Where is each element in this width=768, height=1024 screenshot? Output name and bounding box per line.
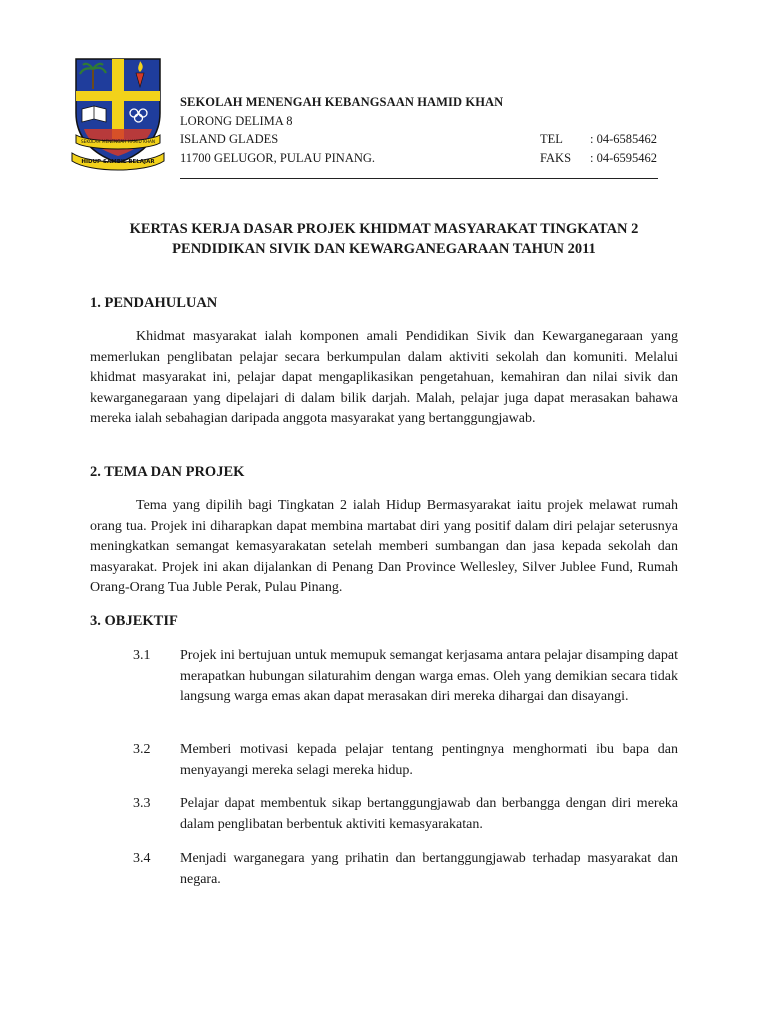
letterhead-divider [180, 178, 658, 179]
section-heading-objektif: 3. OBJEKTIF [90, 613, 178, 629]
crest-motto: HIDUP SAMBIL BELAJAR [81, 159, 155, 165]
fax-number: : 04-6595462 [590, 150, 658, 165]
fax-label: FAKS [540, 150, 572, 165]
letterhead [180, 93, 660, 167]
address-line-2: ISLAND GLADES [180, 132, 279, 146]
objective-text: Pelajar dapat membentuk sikap bertanggungjawab dan berbangga dengan diri mereka dalam penglibatan berbentuk aktiviti kemasyarakatan. [180, 796, 678, 832]
objective-text: Projek ini bertujuan untuk memupuk semangat kerjasama antara pelajar disamping dapat merapatkan hubungan silaturahim dengan warga emas. Oleh yang demikian secara tidak langsung warga emas akan dapat merasakan diri mereka dihargai dan disayangi. [180, 648, 678, 705]
section-body-tema-dan-projek: Tema yang dipilih bagi Tingkatan 2 ialah Hidup Bermasyarakat iaitu projek melawat rumah orang tua. Projek ini diharapkan dapat membina martabat diri yang positif dalam diri pelajar seterusnya meningkatkan semangat kemasyarakatan setelah memberi sumbangan dan jasa kepada sekolah dan masyarakat. Projek ini akan dijalankan di Penang Dan Province Wellesley, Silver Jublee Fund, Rumah Orang-Orang Tua Juble Perak, Pulau Pinang. [90, 498, 678, 596]
title-line-2: PENDIDIKAN SIVIK DAN KEWARGANEGARAAN TAHUN 2011 [172, 241, 596, 257]
objective-number: 3.4 [133, 851, 151, 866]
tel-label: TEL [540, 132, 563, 146]
section-heading-pendahuluan: 1. PENDAHULUAN [90, 295, 218, 311]
objective-number: 3.2 [133, 742, 151, 757]
objective-number: 3.1 [133, 648, 151, 663]
tel-contact [540, 130, 658, 149]
address-line-3: 11700 GELUGOR, PULAU PINANG. [180, 150, 376, 165]
section-heading-tema-dan-projek: 2. TEMA DAN PROJEK [90, 464, 245, 480]
address-line-1: LORONG DELIMA 8 [180, 113, 293, 128]
title-line-1: KERTAS KERJA DASAR PROJEK KHIDMAT MASYARAKAT TINGKATAN 2 [129, 221, 639, 237]
objective-text: Memberi motivasi kepada pelajar tentang pentingnya menghormati ibu bapa dan menyayangi mereka selagi mereka hidup. [180, 742, 678, 778]
objective-number: 3.3 [133, 796, 151, 811]
crest-ribbon-text: SEKOLAH MENENGAH HAMID KHAN [81, 139, 155, 144]
objective-text: Menjadi warganegara yang prihatin dan bertanggungjawab terhadap masyarakat dan negara. [180, 851, 678, 887]
address-line-3-row [180, 149, 660, 168]
tel-number: : 04-6585462 [590, 132, 658, 146]
fax-contact [540, 149, 658, 168]
school-name: SEKOLAH MENENGAH KEBANGSAAN HAMID KHAN [180, 95, 504, 109]
document-title [80, 219, 688, 259]
school-crest-logo [70, 55, 166, 173]
section-body-pendahuluan: Khidmat masyarakat ialah komponen amali Pendidikan Sivik dan Kewarganegaraan yang memerlukan penglibatan pelajar secara berkumpulan dalam aktiviti sekolah dan komuniti. Melalui khidmat masyarakat ini, pelajar dapat mengaplikasikan pengetahuan, kemahiran dan nilai sivik dan kewarganegaraan yang dipelajari di dalam bilik darjah. Malah, pelajar juga dapat merasakan bahawa mereka ialah sebahagian daripada anggota masyarakat yang bertanggungjawab. [90, 329, 678, 427]
address-line-2-row [180, 130, 660, 149]
